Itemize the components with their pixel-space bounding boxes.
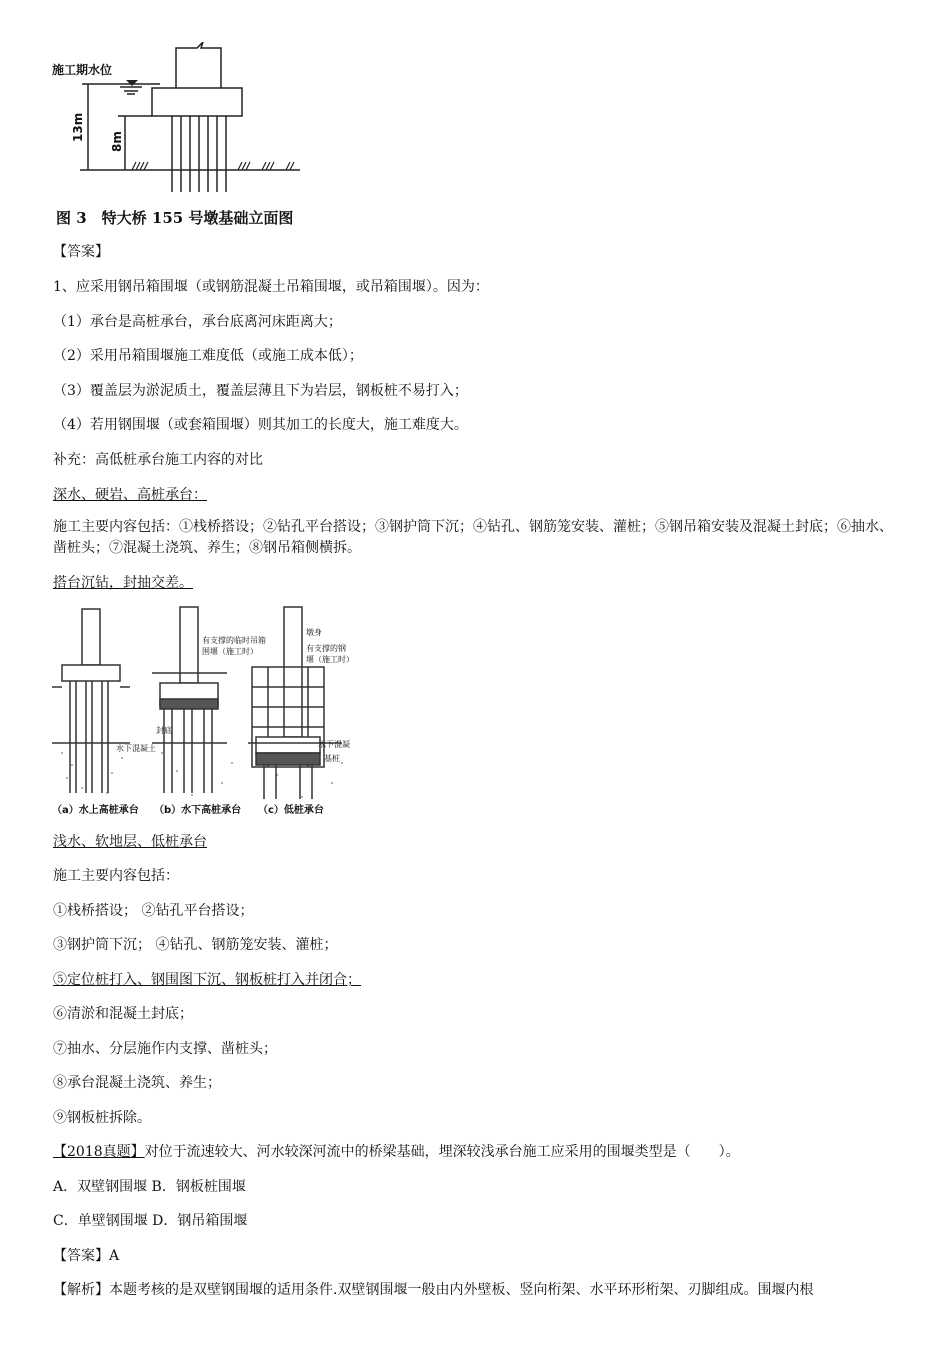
question-text: 对位于流速较大、河水较深河流中的桥梁基础，埋深较浅承台施工应采用的围堰类型是（ ）。 bbox=[144, 1144, 740, 1160]
label-c-cofferdam-2: 堰（施工时） bbox=[306, 655, 354, 664]
figure-3-caption: 图 3 特大桥 155 号墩基础立面图 bbox=[56, 209, 294, 227]
label-c-cofferdam-1: 有支撑的钢 bbox=[306, 644, 346, 653]
question-analysis: 【解析】本题考核的是双壁钢围堰的适用条件.双壁钢围堰一般由内外壁板、竖向桁架、水平环形桁架、刃脚组成。围堰内根 bbox=[53, 1282, 814, 1298]
label-b-cofferdam-1: 有支撑的临时吊箱 bbox=[202, 636, 266, 645]
pile-cap-drawing bbox=[52, 603, 358, 819]
label-b-seal-1: 水下混凝土 bbox=[116, 744, 156, 753]
pier-155-elevation-drawing bbox=[50, 42, 310, 192]
reason-1: （1）承台是高桩承台，承台底离河床距离大； bbox=[53, 314, 342, 330]
option-ab: A．双壁钢围堰 B．钢板桩围堰 bbox=[53, 1179, 246, 1195]
mnemonic-line: 搭台沉钻，封抽交差。 bbox=[53, 575, 193, 591]
shallow-step-6: ⑥清淤和混凝土封底； bbox=[53, 1006, 193, 1022]
option-cd: C．单壁钢围堰 D．钢吊箱围堰 bbox=[53, 1213, 248, 1229]
shallow-water-title: 浅水、软地层、低桩承台 bbox=[53, 834, 207, 850]
dim-8m-label: 8m bbox=[110, 131, 124, 152]
shallow-step-9: ⑨钢板桩拆除。 bbox=[53, 1110, 151, 1126]
reason-2: （2）采用吊箱围堰施工难度低（或施工成本低）； bbox=[53, 348, 363, 364]
caption-c: （c）低桩承台 bbox=[258, 805, 324, 816]
label-c-pier: 墩身 bbox=[306, 628, 322, 637]
label-b-cofferdam-2: 围堰（施工时） bbox=[202, 647, 258, 656]
water-level-label: 施工期水位 bbox=[52, 63, 113, 77]
shallow-step-5: ⑤定位桩打入、钢围图下沉、钢板桩打入并闭合； bbox=[53, 972, 361, 988]
supplement-line: 补充：高低桩承台施工内容的对比 bbox=[53, 452, 263, 468]
shallow-step-3-4: ③钢护筒下沉； ④钻孔、钢筋笼安装、灌桩； bbox=[53, 937, 338, 953]
shallow-step-8: ⑧承台混凝土浇筑、养生； bbox=[53, 1075, 221, 1091]
label-b-seal-2: 封底 bbox=[156, 726, 172, 735]
shallow-step-7: ⑦抽水、分层施作内支撑、凿桩头； bbox=[53, 1041, 277, 1057]
dim-13m-label: 13m bbox=[71, 112, 85, 142]
pile-cap-comparison-figure bbox=[52, 603, 358, 819]
shallow-step-1-2: ①栈桥搭设； ②钻孔平台搭设； bbox=[53, 903, 254, 919]
answer-heading: 【答案】 bbox=[53, 244, 109, 260]
question-answer: 【答案】A bbox=[53, 1248, 120, 1264]
question-tag: 【2018真题】 bbox=[53, 1144, 145, 1160]
shallow-intro: 施工主要内容包括： bbox=[53, 868, 179, 884]
deep-water-content: 施工主要内容包括：①栈桥搭设；②钻孔平台搭设；③钢护筒下沉；④钻孔、钢筋笼安装、灌桩；⑤钢吊箱安装及混凝土封底；⑥抽水、凿桩头；⑦混凝土浇筑、养生；⑧钢吊箱侧横拆。 bbox=[53, 519, 893, 556]
reason-3: （3）覆盖层为淤泥质土，覆盖层薄且下为岩层，钢板桩不易打入； bbox=[53, 383, 468, 399]
caption-a: （a）水上高桩承台 bbox=[52, 805, 139, 816]
answer-point-1: 1、应采用钢吊箱围堰（或钢筋混凝土吊箱围堰，或吊箱围堰）。因为： bbox=[53, 279, 489, 295]
caption-b: （b）水下高桩承台 bbox=[154, 805, 242, 816]
figure-3 bbox=[50, 42, 310, 192]
question-line bbox=[53, 1143, 740, 1161]
label-c-pile: 基桩 bbox=[324, 754, 340, 763]
deep-water-title: 深水、硬岩、高桩承台： bbox=[53, 487, 207, 503]
reason-4: （4）若用钢围堰（或套箱围堰）则其加工的长度大，施工难度大。 bbox=[53, 417, 468, 433]
label-c-seal: 水下混凝 bbox=[318, 740, 350, 749]
